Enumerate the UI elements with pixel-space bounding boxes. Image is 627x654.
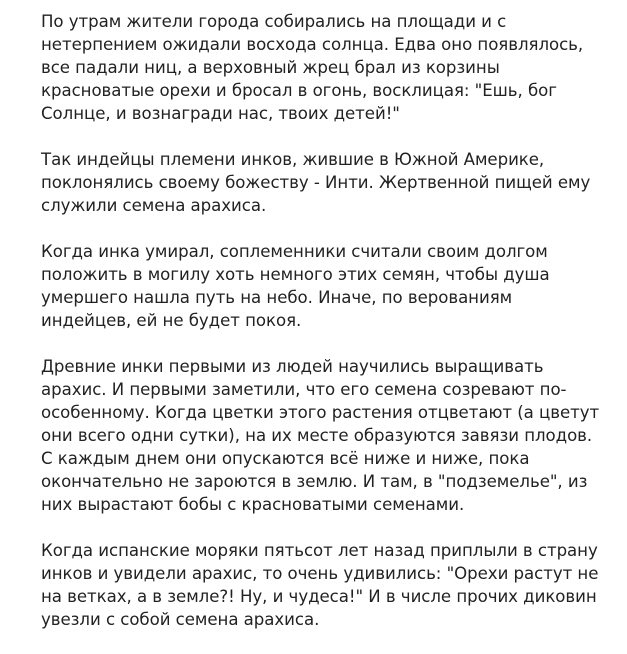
text-line: Солнце, и вознагради нас, твоих детей!"	[41, 104, 400, 123]
text-line: нетерпением ожидали восхода солнца. Едва оно появлялось,	[41, 35, 584, 54]
text-line: Древние инки первыми из людей научились выращивать	[41, 357, 544, 376]
text-line: Так индейцы племени инков, жившие в Южной Америке,	[41, 150, 545, 169]
text-line: они всего одни сутки), на их месте образуются завязи плодов.	[41, 426, 593, 445]
text-line: положить в могилу хоть немного этих семян, чтобы душа	[41, 265, 550, 284]
text-line: все падали ниц, а верховный жрец брал из корзины	[41, 58, 500, 77]
paragraph-1	[41, 10, 621, 125]
text-line: поклонялись своему божеству - Инти. Жертвенной пищей ему	[41, 173, 591, 192]
text-line: Когда испанские моряки пятьсот лет назад приплыли в страну	[41, 541, 598, 560]
article-body	[41, 10, 621, 654]
paragraph-5	[41, 539, 621, 631]
paragraph-2	[41, 148, 621, 217]
text-line: красноватые орехи и бросал в огонь, восклицая: "Ешь, бог	[41, 81, 557, 100]
text-line: инков и увидели арахис, то очень удивились: "Орехи растут не	[41, 564, 599, 583]
paragraph-3	[41, 240, 621, 332]
text-line: служили семена арахиса.	[41, 196, 267, 215]
text-line: них вырастают бобы с красноватыми семенами.	[41, 495, 465, 514]
text-line: на ветках, а в земле?! Ну, и чудеса!" И в числе прочих диковин	[41, 587, 597, 606]
text-line: Когда инка умирал, соплеменники считали своим долгом	[41, 242, 548, 261]
text-line: По утрам жители города собирались на площади и с	[41, 12, 507, 31]
text-line: арахис. И первыми заметили, что его семена созревают по-	[41, 380, 567, 399]
paragraph-4	[41, 355, 621, 516]
text-line: окончательно не зароются в землю. И там, в "подземелье", из	[41, 472, 588, 491]
text-line: умершего нашла путь на небо. Иначе, по верованиям	[41, 288, 513, 307]
text-line: особенному. Когда цветки этого растения отцветают (а цветут	[41, 403, 600, 422]
text-line: С каждым днем они опускаются всё ниже и ниже, пока	[41, 449, 530, 468]
text-line: увезли с собой семена арахиса.	[41, 610, 320, 629]
text-line: индейцев, ей не будет покоя.	[41, 311, 302, 330]
